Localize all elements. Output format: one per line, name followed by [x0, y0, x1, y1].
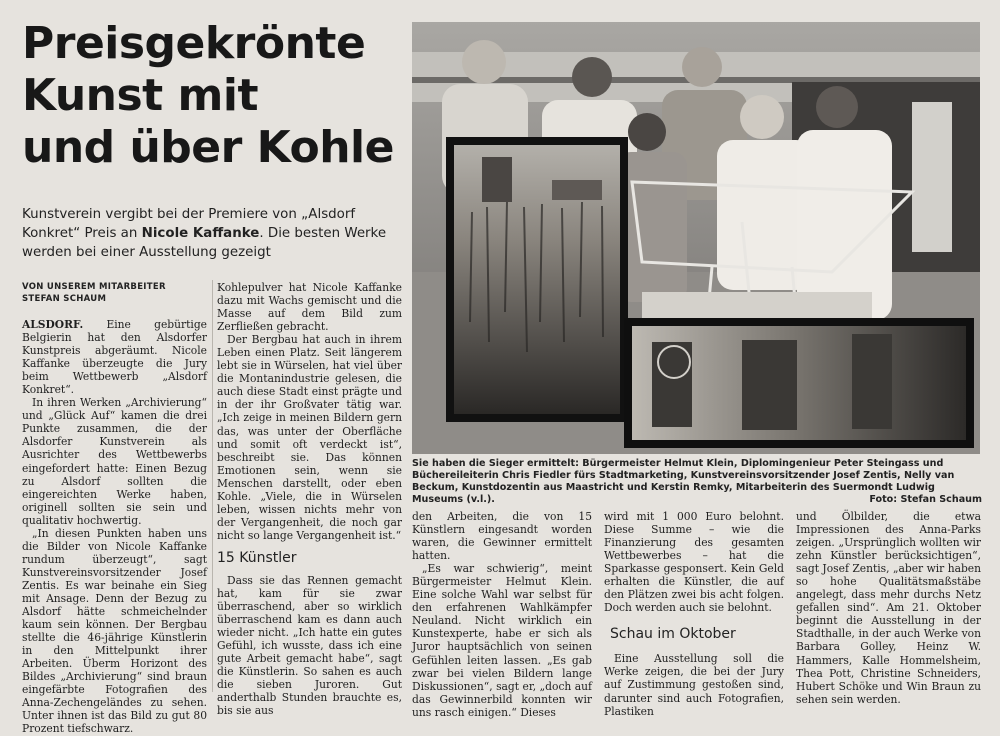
photo-caption — [412, 458, 982, 506]
article-column-5 — [796, 510, 981, 706]
photo-credit: Foto: Stefan Schaum — [869, 494, 982, 505]
article-paragraph: Dass sie das Rennen gemacht hat, kam für sie zwar überraschend, aber so wirklich überraschend kam es dann auch wieder nicht. „Ich hatte ein gutes Gefühl, ich wusste, dass ich eine gute Arbeit gemacht habe“, sagt die Künstlerin. So sahen es auch die sieben Juroren. Gut anderthalb Stunden brauchte es, bis sie aus — [217, 573, 402, 718]
article-paragraph: Kohlepulver hat Nicole Kaffanke dazu mit Wachs gemischt und die Masse auf dem Bild zum Zerfließen gebracht. — [217, 281, 402, 334]
paragraph-text: Eine gebürtige Belgierin hat den Alsdorfer Kunstpreis abgeräumt. Nicole Kaffanke überzeugte die Jury beim Wettbewerb „Alsdorf Konkret“. — [22, 318, 207, 397]
headline — [22, 18, 402, 174]
article-paragraph — [22, 318, 207, 396]
byline-line-1: VON UNSEREM MITARBEITER — [22, 282, 166, 292]
subheadline — [22, 205, 407, 262]
byline — [22, 281, 212, 305]
article-paragraph: In ihren Werken „Archivierung“ und „Glück Auf“ kamen die drei Punkte zusammen, die der Alsdorfer Kunstverein als Ausrichter des Wettbewerbs eingefordert hatte: Einen Bezug zu Alsdorf sollten die eingereichten Werke haben, originell sollten sie sein und qualitativ hochwertig. — [22, 396, 207, 527]
subheadline-name: Nicole Kaffanke — [141, 226, 260, 241]
article-paragraph: „Es war schwierig“, meint Bürgermeister Helmut Klein. Eine solche Wahl war selbst für den erfahrenen Wahlkämpfer Neuland. Nicht wirklich ein Kunstexperte, habe er sich als Juror hauptsächlich von seinen Gefühlen leiten lassen. „Es gab zwar bei vielen Bildern lange Diskussionen“, sagt er, „doch auf das Gewinnerbild konnten wir uns rasch einigen.“ Dieses — [412, 562, 592, 719]
headline-line-1: Preisgekrönte — [22, 18, 366, 69]
article-paragraph: „In diesen Punkten haben uns die Bilder von Nicole Kaffanke rundum überzeugt“, sagt Kunstvereinsvorsitzender Josef Zentis. Es war beinahe ein Sieg mit Ansage. Denn der Bezug zu Alsdorf hätte schmeichelnder kaum sein können. Der Bergbau stellte die 46-jährige Künstlerin in den Mittelpunkt ihrer Arbeiten. Überm Horizont des Bildes „Archivierung“ sind braun eingefärbte Fotografien des Anna-Zechengeländes zu sehen. Unter ihnen ist das Bild zu gut 80 Prozent tiefschwarz. — [22, 526, 207, 736]
article-column-3 — [412, 510, 592, 719]
photo-illustration — [412, 22, 980, 454]
article-paragraph: Der Bergbau hat auch in ihrem Leben einen Platz. Seit längerem lebt sie in Würselen, hat viel über die Montanindustrie gelesen, die auch diese Stadt einst prägte und in der ihr Großvater tätig war. „Ich zeige in meinen Bildern gern das, was unter der Oberfläche und somit oft verdeckt ist“, beschreibt sie. Das können Emotionen sein, wenn sie Menschen darstellt, oder eben Kohle. „Viele, die in Würselen leben, wissen nichts mehr von der Vergangenheit, die noch gar nicht so lange Vergangenheit ist.“ — [217, 333, 402, 542]
article-paragraph: wird mit 1 000 Euro belohnt. Diese Summe – wie die Finanzierung des gesamten Wettbewerbes – hat die Sparkasse gesponsert. Kein Geld erhalten die Künstler, die auf den Plätzen zwei bis acht folgen. Doch werden auch sie belohnt. — [604, 510, 784, 615]
subheadline-text-2: . Die besten Werke werden bei einer Ausstellung gezeigt — [22, 226, 387, 260]
article-paragraph: Eine Ausstellung soll die Werke zeigen, die bei der Jury auf Zustimmung gestoßen sind, darunter sind auch Fotografien, Plastiken — [604, 652, 784, 718]
section-subhead: Schau im Oktober — [610, 626, 736, 643]
article-paragraph: und Ölbilder, die etwa Impressionen des Anna-Parks zeigen. „Ursprünglich wollten wir zehn Künstler berücksichtigen“, sagt Josef Zentis, „aber wir haben so hohe Qualitätsmaßstäbe angelegt, dass mehr durchs Netz gefallen sind“. Am 21. Oktober beginnt die Ausstellung in der Stadthalle, in der auch Werke von Barbara Golley, Heinz W. Hammers, Kalle Hommelsheim, Thea Pott, Christine Schneiders, Hubert Schöke und Win Braun zu sehen sein werden. — [796, 510, 981, 706]
article-paragraph: den Arbeiten, die von 15 Künstlern eingesandt worden waren, die Gewinner ermittelt hatten. — [412, 510, 592, 563]
article-column-2 — [217, 281, 402, 717]
headline-line-3: und über Kohle — [22, 122, 394, 173]
article-column-1 — [22, 318, 207, 736]
dateline: ALSDORF. — [22, 318, 84, 331]
subheadline-text-1: Kunstverein vergibt bei der Premiere von „Alsdorf Konkret“ Preis an — [22, 207, 356, 241]
caption-text: Sie haben die Sieger ermittelt: Bürgermeister Helmut Klein, Diplomingenieur Peter Steingass und Büchereileiterin Chris Fiedler fürs Stadtmarketing, Kunstvereinsvorsitzender Josef Zentis, Nelly van Beckum, Kunstdozentin aus Maastricht und Kerstin Remky, Mitarbeiterin des Suermondt Ludwig Museums (v.l.). — [412, 458, 955, 505]
news-photo — [412, 22, 980, 454]
section-subhead: 15 Künstler — [217, 549, 297, 566]
article-column-4 — [604, 510, 784, 718]
byline-author: STEFAN SCHAUM — [22, 294, 107, 304]
headline-line-2: Kunst mit — [22, 70, 258, 121]
column-rule — [212, 280, 213, 692]
